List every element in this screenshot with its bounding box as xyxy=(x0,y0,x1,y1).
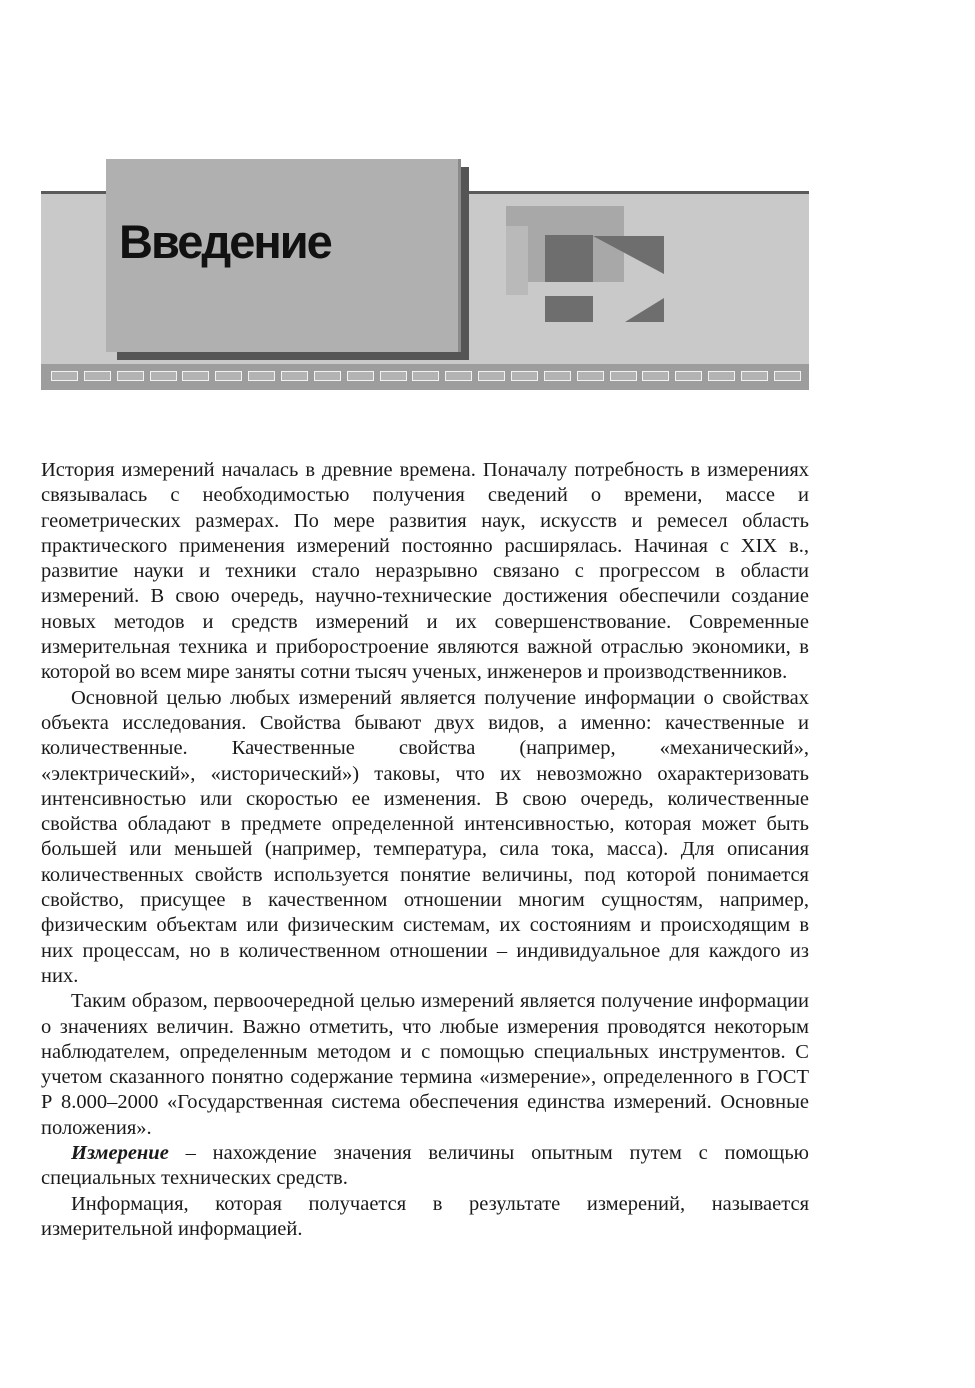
chapter-title: Введение xyxy=(119,215,331,268)
decor-block-dark-bottom xyxy=(545,296,593,322)
slot xyxy=(215,371,242,381)
slot xyxy=(610,371,637,381)
decor-triangle-small-icon xyxy=(625,298,664,322)
slot xyxy=(478,371,505,381)
paragraph-3: Таким образом, первоочередной целью измерений является получение информации о значениях величин. Важно отметить, что любые измерения проводятся некоторым наблюдателем, определенным методом и с помощью специальных инструментов. С учетом сказанного понятно содержание термина «измерение», определенного в ГОСТ Р 8.000–2000 «Государственная система обеспечения единства измерений. Основные положения». xyxy=(41,990,809,1139)
slot xyxy=(117,371,144,381)
paragraph-2: Основной целью любых измерений является получение информации о свойствах объекта исследования. Свойства бывают двух видов, а именно: качественные и количественные. Качественные свойства (например, «механический», «электрический», «исторический») таковы, что их невозможно охарактеризовать интенсивностью или скоростью ее изменения. В свою очередь, количественные свойства обладают в предмете определенной интенсивностью, которая может быть большей или меньшей (например, температура, сила тока, масса). Для описания количественных свойств используется понятие величины, под которой понимается свойство, присущее в качественном отношении многим сущностям, например, физическим объектам или физическим системам, их состояниям и происходящим в них процессам, но в количественном отношении – индивидуальное для каждого из них. xyxy=(41,686,809,987)
slot xyxy=(347,371,374,381)
decor-block-dark xyxy=(545,235,593,282)
slot xyxy=(708,371,735,381)
term-measurement: Измерение xyxy=(71,1142,169,1165)
slot xyxy=(182,371,209,381)
slot xyxy=(84,371,111,381)
paragraph-1: История измерений началась в древние времена. Поначалу потребность в измерениях связывалась с необходимостью получения сведений о времени, массе и геометрических размерах. По мере развития наук, искусств и ремесел область практического применения измерений постоянно расширялась. Начиная с XIX в., развитие науки и техники стало неразрывно связано с прогрессом в области измерений. В свою очередь, научно-технические достижения обеспечили создание новых методов и средств измерений и их совершенствование. Современные измерительная техника и приборостроение являются важной отраслью экономики, в которой во всем мире заняты сотни тысяч ученых, инженеров и производственников. xyxy=(41,459,809,684)
slot xyxy=(248,371,275,381)
body-text xyxy=(41,458,809,1242)
slot xyxy=(675,371,702,381)
slot xyxy=(412,371,439,381)
paragraph-4 xyxy=(41,1141,809,1192)
slot xyxy=(642,371,669,381)
slot xyxy=(314,371,341,381)
slot xyxy=(445,371,472,381)
slot xyxy=(774,371,801,381)
slot xyxy=(544,371,571,381)
slot xyxy=(51,371,78,381)
slot xyxy=(150,371,177,381)
definition-text: – нахождение значения величины опытным путем с помощью специальных технических средств. xyxy=(41,1142,809,1190)
slot xyxy=(380,371,407,381)
decor-triangle-icon xyxy=(593,236,664,276)
decor-block-thin xyxy=(506,226,528,295)
slot xyxy=(577,371,604,381)
slot xyxy=(741,371,768,381)
slot xyxy=(511,371,538,381)
paragraph-5: Информация, которая получается в результате измерений, называется измерительной информацией. xyxy=(41,1192,809,1240)
header-stripe xyxy=(41,364,809,390)
slot xyxy=(281,371,308,381)
header-slots xyxy=(51,371,801,383)
